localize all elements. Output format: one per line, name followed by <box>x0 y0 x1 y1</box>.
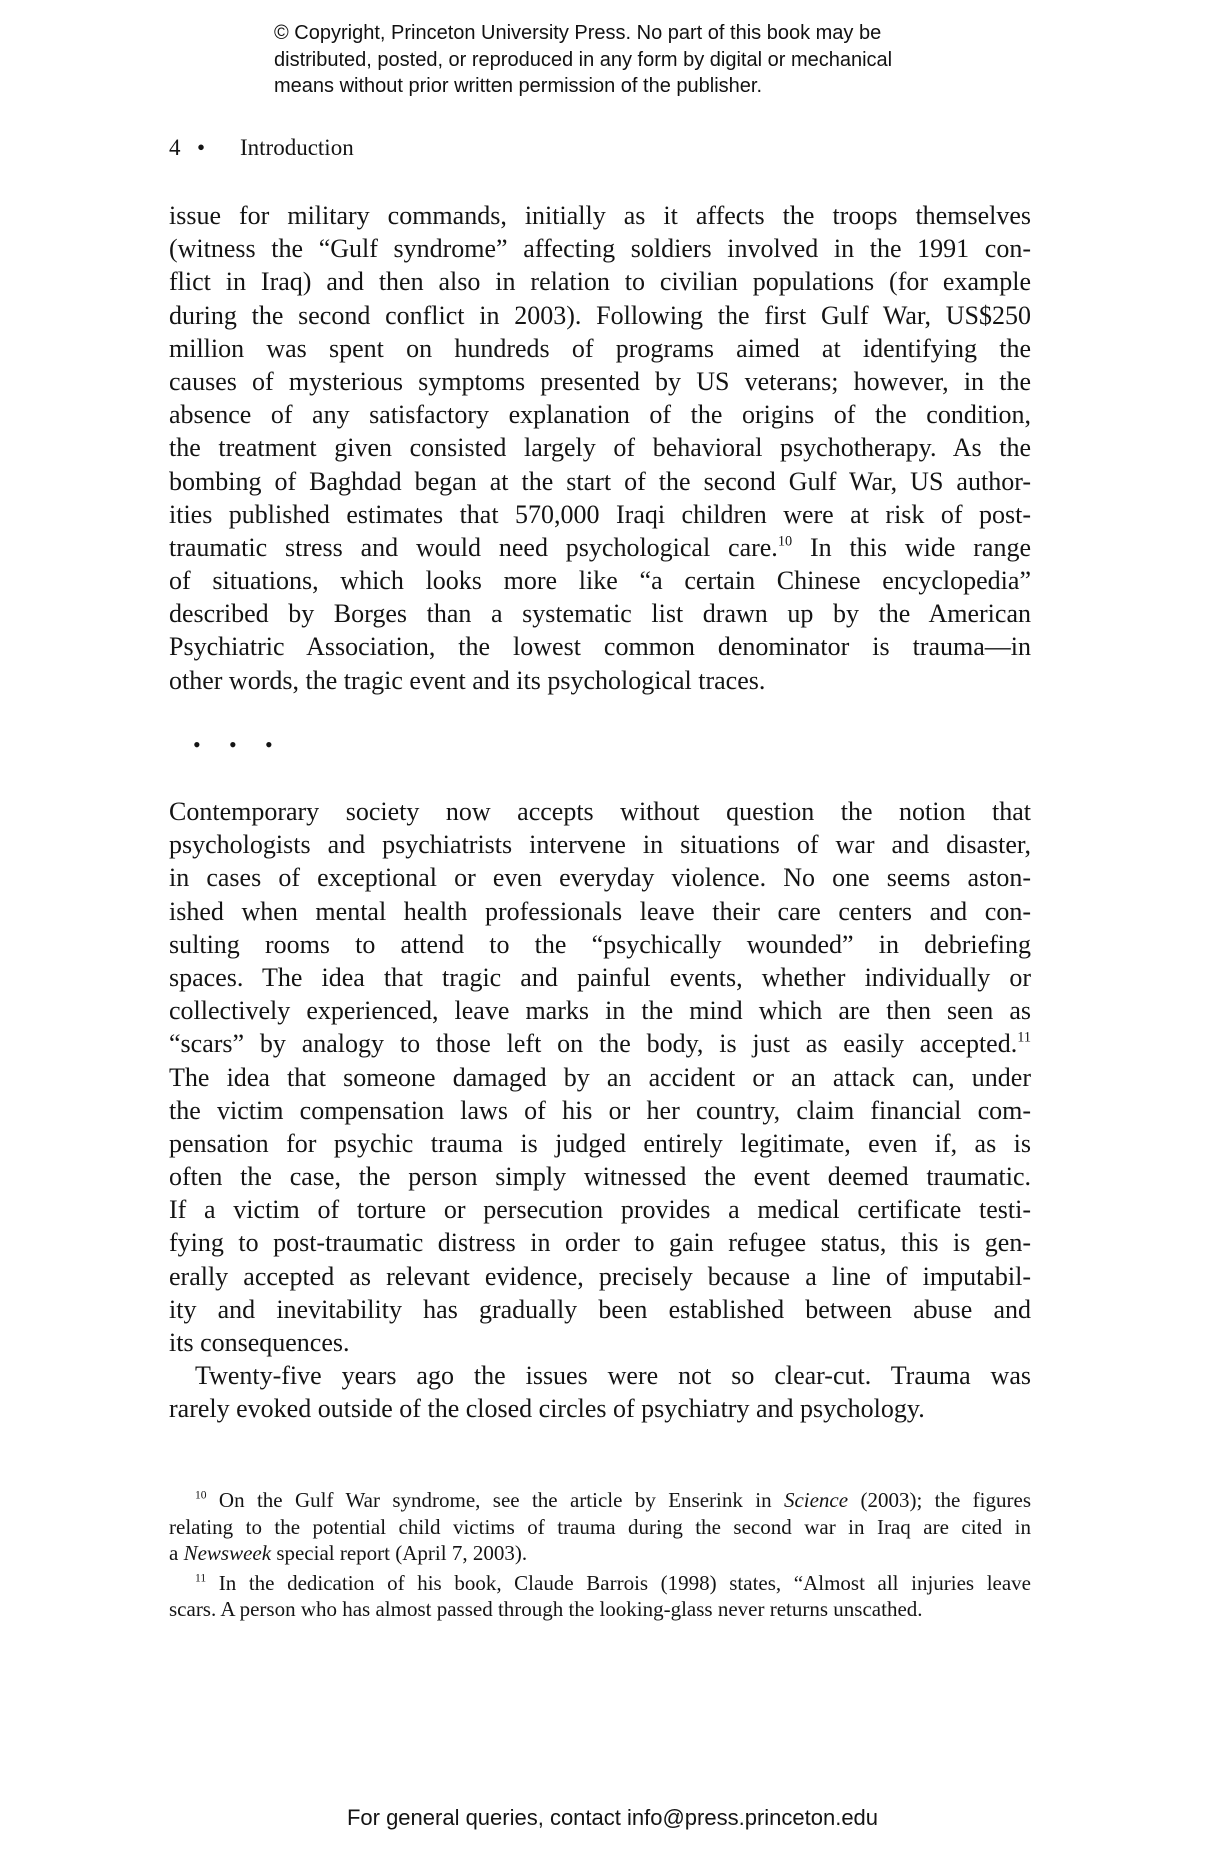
text-line <box>169 332 1031 365</box>
chapter-title: Introduction <box>240 135 354 160</box>
text-line <box>169 1392 1031 1425</box>
bullet-separator: • <box>197 135 206 160</box>
text-line <box>169 299 1031 332</box>
text-run: In this wide range <box>792 532 1031 562</box>
text-run: (witness the “Gulf syndrome” affecting soldiers involved in the 1991 con- <box>169 234 1031 264</box>
section-break-dot: • <box>229 732 237 757</box>
text-line <box>169 895 1031 928</box>
text-line <box>169 1027 1031 1060</box>
text-run: causes of mysterious symptoms presented by US veterans; however, in the <box>169 366 1031 396</box>
copyright-line: © Copyright, Princeton University Press. No part of this book may be <box>274 22 882 44</box>
text-line <box>169 630 1031 663</box>
text-run: ity and inevitability has gradually been established between abuse and <box>169 1294 1031 1324</box>
text-line <box>169 1596 1031 1623</box>
text-line <box>169 199 1031 232</box>
text-run: pensation for psychic trauma is judged entirely legitimate, even if, as is <box>169 1128 1031 1158</box>
copyright-line: means without prior written permission of the publisher. <box>274 75 763 97</box>
text-run: described by Borges than a systematic list drawn up by the American <box>169 599 1031 629</box>
text-run: (2003); the figures <box>848 1488 1031 1512</box>
text-run: sulting rooms to attend to the “psychically wounded” in debriefing <box>169 929 1031 959</box>
text-run: rarely evoked outside of the closed circles of psychiatry and psychology. <box>169 1394 925 1424</box>
text-run: other words, the tragic event and its psychological traces. <box>169 665 766 695</box>
text-line <box>169 928 1031 961</box>
text-line <box>169 1061 1031 1094</box>
text-line <box>169 1226 1031 1259</box>
body-paragraph <box>169 199 1031 697</box>
text-run: the victim compensation laws of his or her country, claim financial com- <box>169 1095 1031 1125</box>
text-run: psychologists and psychiatrists intervene in situations of war and disaster, <box>169 830 1031 860</box>
text-run: ished when mental health professionals leave their care centers and con- <box>169 896 1031 926</box>
body-paragraph <box>169 1359 1031 1425</box>
text-run: Twenty-five years ago the issues were not so clear-cut. Trauma was <box>195 1361 1031 1391</box>
text-line <box>169 861 1031 894</box>
page-number: 4 <box>169 135 181 160</box>
text-run: Contemporary society now accepts without question the notion that <box>169 797 1031 826</box>
text-line <box>169 1359 1031 1392</box>
section-break <box>193 732 301 758</box>
text-line <box>169 1260 1031 1293</box>
text-line <box>169 597 1031 630</box>
text-run: “scars” by analogy to those left on the body, is just as easily accepted. <box>169 1029 1018 1059</box>
text-run: erally accepted as relevant evidence, precisely because a line of imputabil- <box>169 1261 1031 1291</box>
text-line <box>169 398 1031 431</box>
text-run: its consequences. <box>169 1328 350 1357</box>
footnote-marker: 11 <box>1017 1029 1031 1046</box>
text-run: special report (April 7, 2003). <box>271 1541 528 1565</box>
text-run: issue for military commands, initially as it affects the troops themselves <box>169 201 1031 230</box>
text-run: absence of any satisfactory explanation of the origins of the condition, <box>169 400 1031 430</box>
section-break-dot: • <box>193 732 201 757</box>
italic-title: Newsweek <box>183 1541 272 1565</box>
footnote <box>169 1570 1031 1623</box>
footer-contact: For general queries, contact info@press.princeton.edu <box>346 1805 879 1830</box>
text-line <box>169 1487 1031 1514</box>
text-line <box>169 664 1031 697</box>
copyright-line: distributed, posted, or reproduced in any form by digital or mechanical <box>274 48 893 71</box>
text-run: million was spent on hundreds of programs aimed at identifying the <box>169 333 1031 363</box>
text-line <box>169 1514 1031 1541</box>
text-run: spaces. The idea that tragic and painful events, whether individually or <box>169 962 1031 992</box>
section-break-dot: • <box>265 732 273 757</box>
text-run: relating to the potential child victims of trauma during the second war in Iraq are cited in <box>169 1514 1031 1539</box>
text-run: ities published estimates that 570,000 Iraqi children were at risk of post- <box>169 499 1031 529</box>
text-run: scars. A person who has almost passed through the looking-glass never returns unscathed. <box>169 1597 923 1621</box>
text-line <box>169 365 1031 398</box>
text-line <box>169 465 1031 498</box>
text-line <box>169 994 1031 1027</box>
text-line <box>169 531 1031 564</box>
text-line <box>169 961 1031 994</box>
copyright-notice <box>274 20 892 100</box>
footnotes <box>169 1487 1031 1623</box>
text-line <box>169 1540 1031 1567</box>
footnote-marker: 10 <box>777 533 793 550</box>
text-run: In the dedication of his book, Claude Barrois (1998) states, “Almost all injuries leave <box>206 1570 1031 1595</box>
text-run: in cases of exceptional or even everyday violence. No one seems aston- <box>169 863 1031 893</box>
text-run: the treatment given consisted largely of behavioral psychotherapy. As the <box>169 433 1031 463</box>
text-run: On the Gulf War syndrome, see the article by Enserink in <box>206 1488 784 1512</box>
text-line <box>169 232 1031 265</box>
text-line <box>169 1293 1031 1326</box>
text-line <box>169 1193 1031 1226</box>
text-line <box>169 1570 1031 1597</box>
body-text <box>169 795 1031 1426</box>
text-run: If a victim of torture or persecution provides a medical certificate testi- <box>169 1195 1031 1225</box>
text-line <box>169 265 1031 298</box>
text-line <box>169 1326 1031 1359</box>
text-line <box>169 1094 1031 1127</box>
text-run: The idea that someone damaged by an accident or an attack can, under <box>169 1062 1031 1092</box>
text-run: a <box>169 1541 184 1565</box>
text-line <box>169 431 1031 464</box>
footnote-marker: 11 <box>195 1571 207 1584</box>
text-line <box>169 564 1031 597</box>
text-run: flict in Iraq) and then also in relation to civilian populations (for example <box>169 267 1031 297</box>
text-line <box>169 498 1031 531</box>
text-line <box>169 828 1031 861</box>
italic-title: Science <box>783 1488 849 1512</box>
text-line <box>169 1160 1031 1193</box>
text-run: fying to post-traumatic distress in order to gain refugee status, this is gen- <box>169 1228 1031 1258</box>
running-head <box>169 134 354 162</box>
text-run: Psychiatric Association, the lowest common denominator is trauma—in <box>169 632 1031 662</box>
text-run: collectively experienced, leave marks in the mind which are then seen as <box>169 996 1031 1026</box>
body-paragraph <box>169 795 1031 1359</box>
text-run: often the case, the person simply witnessed the event deemed traumatic. <box>169 1162 1031 1192</box>
text-line <box>169 795 1031 828</box>
text-run: of situations, which looks more like “a certain Chinese encyclopedia” <box>169 566 1031 596</box>
text-line <box>169 1127 1031 1160</box>
footnote-marker: 10 <box>195 1489 207 1502</box>
text-run: traumatic stress and would need psychological care. <box>169 532 778 562</box>
text-run: during the second conflict in 2003). Following the first Gulf War, US$250 <box>169 300 1031 330</box>
footnote <box>169 1487 1031 1567</box>
text-run: bombing of Baghdad began at the start of the second Gulf War, US author- <box>169 466 1031 496</box>
